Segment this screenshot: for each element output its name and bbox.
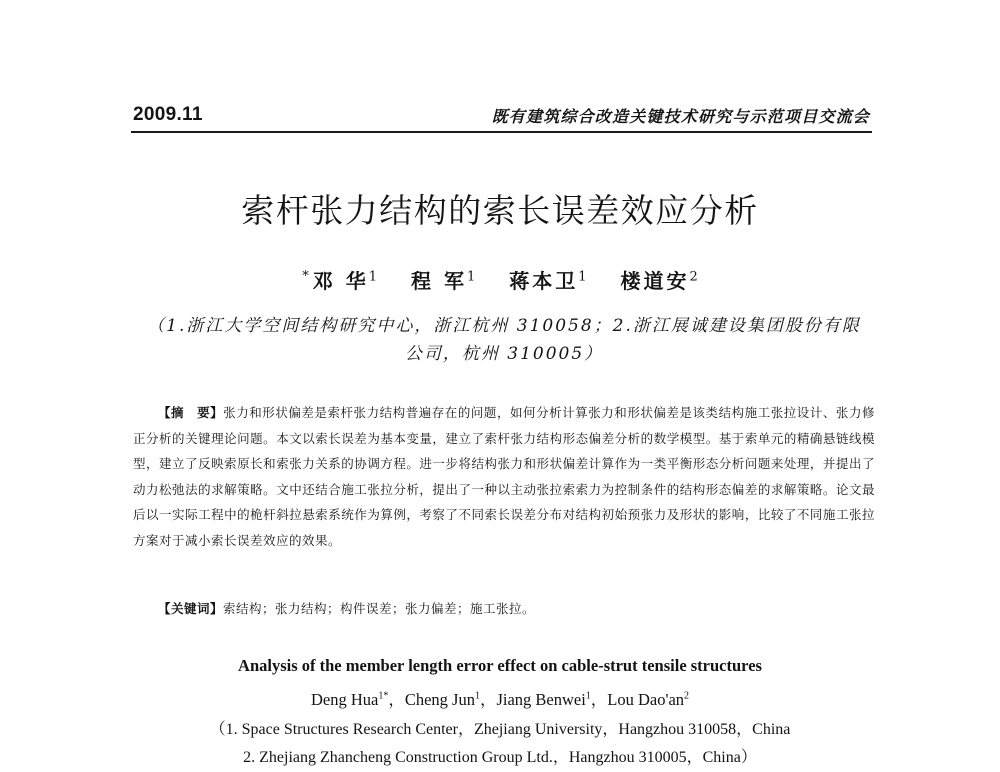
keywords-label: 【关键词】 (158, 601, 224, 616)
english-title: Analysis of the member length error effect on cable-strut tensile structures (238, 656, 762, 675)
affiliation-line: 公司，杭州 310005） (404, 344, 604, 364)
keywords-text: 索结构；张力结构；构件误差；张力偏差；施工张拉。 (223, 601, 536, 616)
english-author: Deng Hua (310, 690, 379, 709)
header-rule (131, 131, 872, 133)
english-affiliation (0, 716, 1000, 772)
english-author: Lou Dao'an (607, 690, 685, 709)
english-affiliation-line: （1. Space Structures Research Center，Zhejiang University，Hangzhou 310058，China (209, 721, 791, 738)
author: 程 军$^1$ (410, 269, 476, 293)
author: *邓 华$^1$ (302, 269, 378, 293)
author-list (0, 265, 1000, 294)
affiliation (140, 312, 868, 368)
author: 蒋本卫$^1$ (509, 269, 587, 293)
header-proceedings: 既有建筑综合改造关键技术研究与示范项目交流会 (491, 107, 870, 126)
keywords (158, 599, 535, 617)
header-date: 2009.11 (133, 104, 203, 125)
abstract (133, 400, 875, 553)
affiliation-line: （1.浙江大学空间结构研究中心，浙江杭州 310058；2.浙江展诚建设集团股份有限 (147, 316, 861, 336)
abstract-label: 【摘 要】 (158, 405, 224, 420)
english-authors: Deng Hua$^{1*}$，Cheng Jun$^1$，Jiang Benwei$^1$，Lou $Dao'an^2$ (310, 690, 690, 709)
english-author: Jiang Benwei (496, 690, 586, 709)
abstract-text: 张力和形状偏差是索杆张力结构普遍存在的问题，如何分析计算张力和形状偏差是该类结构施工张拉设计、张力修正分析的关键理论问题。本文以索长误差为基本变量，建立了索杆张力结构形态偏差分析的数学模型。基于索单元的精确悬链线模型，建立了反映索原长和索张力关系的协调方程。进一步将结构张力和形状偏差计算作为一类平衡形态分析问题来处理，并提出了动力松弛法的求解策略。文中还结合施工张拉分析，提出了一种以主动张拉索索力为控制条件的结构形态偏差的求解策略。论文最后以一实际工程中的桅杆斜拉悬索系统作为算例，考察了不同索长误差分布对结构初始预张力及形状的影响，比较了不同施工张拉方案对于减小索长误差效应的效果。 (133, 405, 875, 548)
english-author: Cheng Jun (404, 690, 475, 709)
english-affiliation-line: 2. Zhejiang Zhancheng Construction Group Ltd.，Hangzhou 310005，China） (243, 749, 757, 766)
author: 楼道安$^2$ (620, 269, 698, 293)
paper-title: 索杆张力结构的索长误差效应分析 (241, 191, 759, 230)
